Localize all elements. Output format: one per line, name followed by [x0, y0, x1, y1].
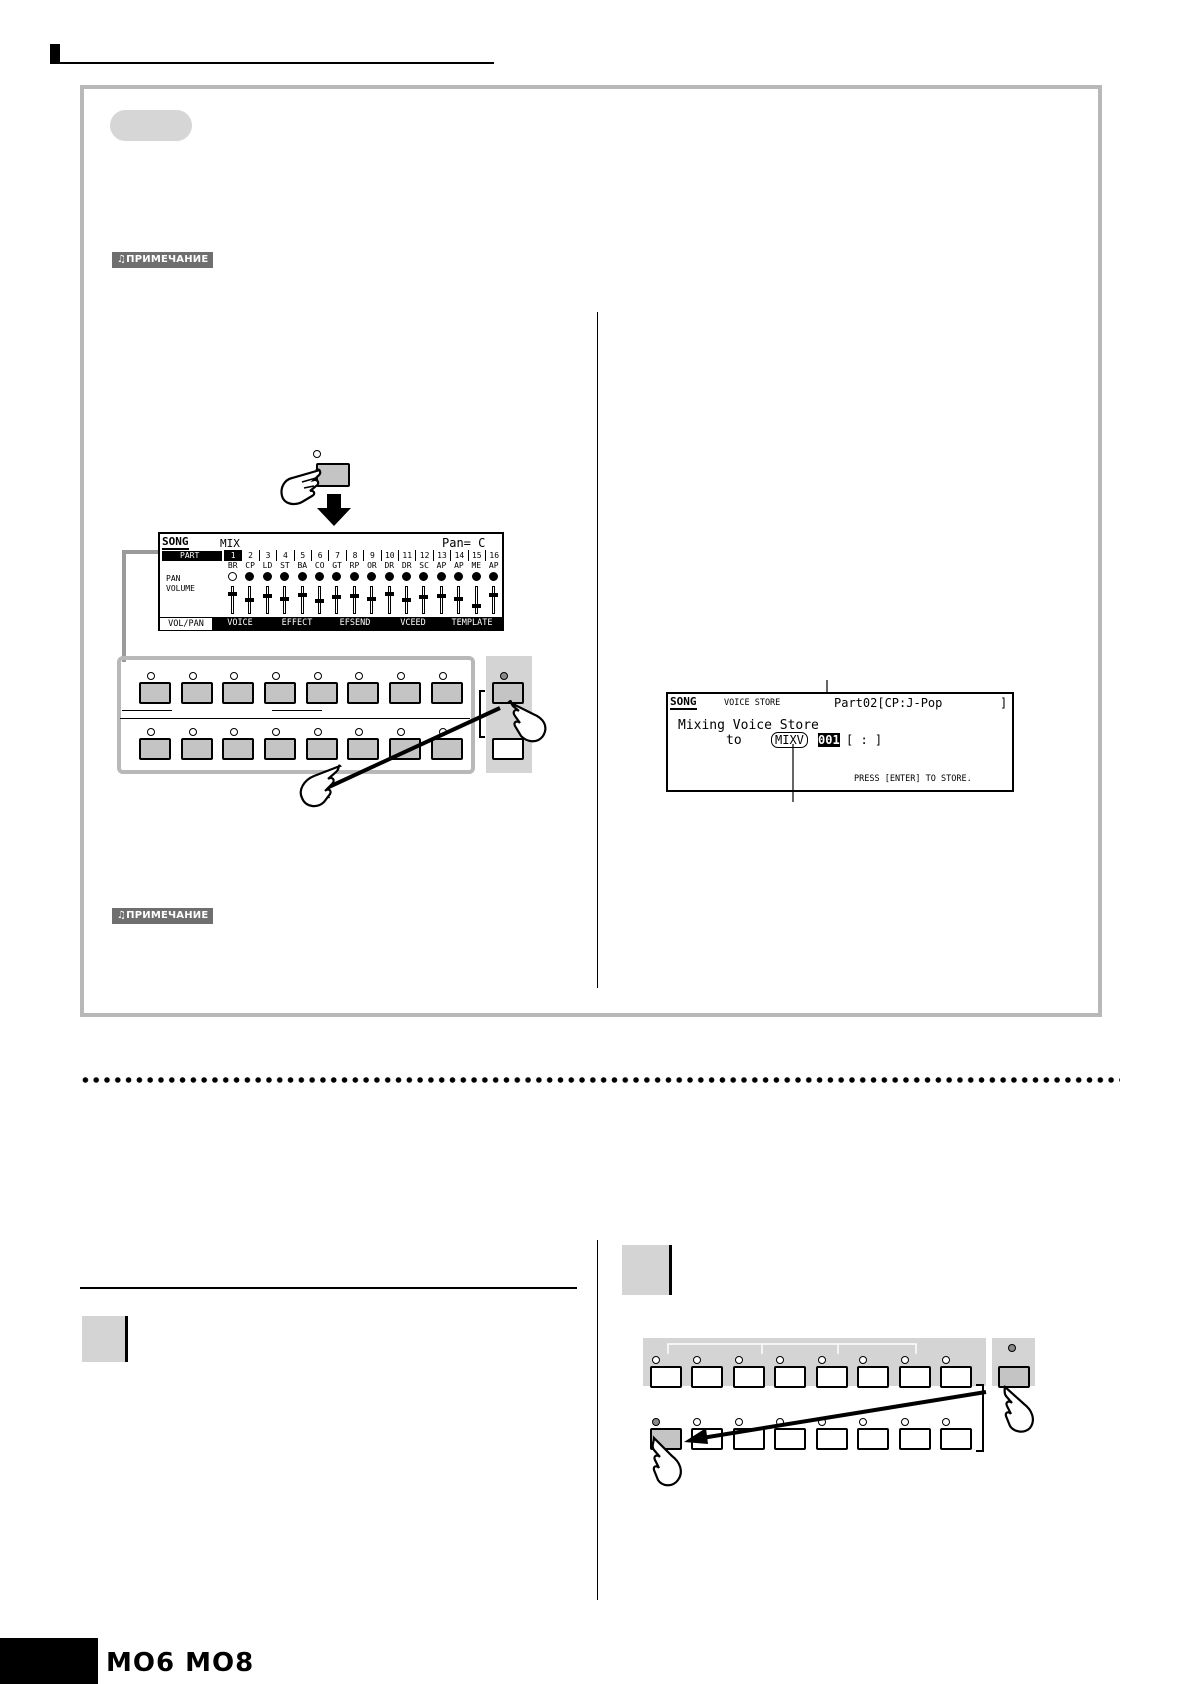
part-type: AP [488, 561, 499, 570]
store-screen-title: VOICE STORE [724, 698, 781, 708]
pan-knobs-row [224, 572, 504, 584]
number-led [189, 728, 197, 736]
number-button[interactable] [264, 682, 296, 704]
note-badge-top: ♫ПРИМЕЧАНИЕ [112, 252, 213, 268]
volume-fader [457, 586, 460, 614]
fader-cap [402, 598, 411, 602]
number-led [693, 1356, 701, 1364]
volume-fader [266, 586, 269, 614]
number-led [272, 728, 280, 736]
part-type: OR [367, 561, 377, 570]
pan-knob [298, 572, 307, 581]
pan-knob [315, 572, 324, 581]
fader-cap [472, 604, 481, 608]
store-part-info: Part02[CP:J-Pop [834, 696, 943, 710]
pan-knob [402, 572, 411, 581]
part-number: 6 [311, 550, 328, 561]
fader-cap [385, 592, 394, 596]
volume-fader [283, 586, 286, 614]
part-number: 10 [381, 550, 398, 561]
callout-line-bank [791, 744, 795, 802]
part-type: DR [384, 561, 395, 570]
bracket-tick-bottom-low [976, 1450, 984, 1452]
mix-bottom-tabs [160, 617, 502, 629]
number-led [230, 728, 238, 736]
number-led [355, 672, 363, 680]
mixing-led [313, 450, 321, 458]
dotted-separator [80, 1076, 1120, 1084]
part-number: 12 [415, 550, 432, 561]
header-marker [50, 44, 60, 64]
number-button[interactable] [816, 1366, 848, 1388]
side-led [500, 672, 508, 680]
pan-label: PAN [166, 574, 181, 583]
store-screen-tab: SONG [670, 695, 697, 708]
volume-fader [492, 586, 495, 614]
number-button[interactable] [181, 738, 213, 760]
pan-knob [367, 572, 376, 581]
pan-knob [489, 572, 498, 581]
number-button[interactable] [139, 682, 171, 704]
section-pill [110, 110, 192, 141]
store-line-2-to: to [726, 733, 742, 748]
bracket-tick-top [479, 690, 485, 692]
down-arrow-icon [316, 494, 352, 526]
part-label: PART [162, 551, 222, 561]
number-led [147, 672, 155, 680]
pan-readout: Pan= C [442, 536, 486, 550]
pan-knob [228, 572, 237, 581]
part-number: 4 [276, 550, 293, 561]
part-number: 3 [259, 550, 276, 561]
part-type: DR [401, 561, 412, 570]
part-type: CP [245, 561, 255, 570]
hand-pointer-icon [1000, 1380, 1044, 1436]
number-button[interactable] [650, 1366, 682, 1388]
fader-cap [280, 597, 289, 601]
fader-cap [419, 595, 428, 599]
volume-fader [370, 586, 373, 614]
store-name-field: [ : ] [846, 733, 883, 747]
step-box-left [82, 1316, 128, 1362]
mix-screen-title: MIX [220, 537, 240, 550]
side-led [1008, 1344, 1016, 1352]
fader-cap [263, 594, 272, 598]
pan-knob [419, 572, 428, 581]
part-number: 9 [363, 550, 380, 561]
hand-pointer-icon [290, 758, 346, 814]
number-button[interactable] [691, 1366, 723, 1388]
part-number: 14 [450, 550, 467, 561]
group-underline-1 [122, 710, 172, 711]
volume-label: VOLUME [166, 584, 195, 593]
fader-cap [315, 599, 324, 603]
volume-fader [388, 586, 391, 614]
number-button[interactable] [222, 682, 254, 704]
fader-cap [454, 597, 463, 601]
part-type: LD [262, 561, 273, 570]
part-type: ST [280, 561, 290, 570]
part-number: 7 [328, 550, 345, 561]
volume-fader [422, 586, 425, 614]
volume-fader [248, 586, 251, 614]
number-button[interactable] [733, 1366, 765, 1388]
pan-knob [385, 572, 394, 581]
number-led [230, 672, 238, 680]
part-type: AP [436, 561, 447, 570]
number-led [735, 1356, 743, 1364]
fader-cap [332, 595, 341, 599]
part-numbers-row [224, 550, 504, 561]
number-button[interactable] [264, 738, 296, 760]
number-button[interactable] [222, 738, 254, 760]
store-bracket-close: ] [1000, 696, 1008, 710]
part-number: 8 [346, 550, 363, 561]
part-type: BR [227, 561, 238, 570]
fader-cap [350, 594, 359, 598]
part-type: ME [471, 561, 482, 570]
part-number: 15 [468, 550, 485, 561]
selection-arrow-bottom [680, 1388, 1000, 1448]
part-type: RP [349, 561, 360, 570]
number-led [314, 672, 322, 680]
step-box-right [622, 1245, 672, 1295]
store-footer: PRESS [ENTER] TO STORE. [854, 774, 972, 784]
number-button[interactable] [181, 682, 213, 704]
volume-fader [301, 586, 304, 614]
mix-tab[interactable]: EFSEND [326, 617, 384, 629]
volume-fader [231, 586, 234, 614]
part-type: BA [297, 561, 308, 570]
pan-knob [437, 572, 446, 581]
number-led [818, 1356, 826, 1364]
hand-pointer-icon [503, 692, 559, 748]
volume-fader [335, 586, 338, 614]
number-led [859, 1356, 867, 1364]
store-line-1: Mixing Voice Store [678, 718, 819, 733]
volume-faders-row [224, 586, 504, 616]
number-led [942, 1356, 950, 1364]
part-type: AP [454, 561, 464, 570]
number-led [147, 728, 155, 736]
mix-lcd-screen [158, 532, 504, 631]
volume-fader [405, 586, 408, 614]
store-number-field[interactable]: 001 [818, 733, 840, 747]
hand-pointer-icon [646, 1434, 692, 1490]
number-button[interactable] [940, 1366, 972, 1388]
fader-cap [245, 598, 254, 602]
footer-logo: MO6 MO8 [106, 1648, 255, 1678]
pan-knob [472, 572, 481, 581]
number-led [272, 672, 280, 680]
fader-cap [298, 593, 307, 597]
store-bank-field[interactable]: MIXV [771, 732, 808, 748]
part-type: SC [419, 561, 429, 570]
number-led [397, 672, 405, 680]
mix-tab[interactable]: VOICE [212, 617, 268, 629]
fader-cap [437, 594, 446, 598]
mix-screen-tab: SONG [162, 535, 189, 548]
column-divider-top [597, 312, 598, 988]
number-button[interactable] [899, 1366, 931, 1388]
fader-cap [367, 597, 376, 601]
pan-knob [454, 572, 463, 581]
pan-knob [263, 572, 272, 581]
pan-knob [280, 572, 289, 581]
number-led [901, 1356, 909, 1364]
column-divider-bottom [597, 1240, 598, 1600]
volume-fader [440, 586, 443, 614]
part-types-row [224, 561, 504, 571]
mix-tab[interactable]: VOL/PAN [160, 617, 212, 630]
pan-knob [245, 572, 254, 581]
number-led [189, 672, 197, 680]
voice-store-lcd-screen [666, 692, 1014, 792]
part-number: 2 [241, 550, 258, 561]
number-button[interactable] [857, 1366, 889, 1388]
bracket-tick-bottom-top [976, 1384, 984, 1386]
subheading-rule [80, 1287, 577, 1289]
volume-fader [318, 586, 321, 614]
fader-cap [228, 592, 237, 596]
pan-knob [350, 572, 359, 581]
part-number: 5 [294, 550, 311, 561]
part-number: 11 [398, 550, 415, 561]
number-button[interactable] [774, 1366, 806, 1388]
mix-tab[interactable]: TEMPLATE [442, 617, 502, 629]
number-button[interactable] [139, 738, 171, 760]
group-brackets [666, 1342, 926, 1356]
number-led [652, 1418, 660, 1426]
mix-tab[interactable]: VCEED [384, 617, 442, 629]
part-number: 16 [485, 550, 502, 561]
number-led [652, 1356, 660, 1364]
part-number: 13 [433, 550, 450, 561]
part-number: 1 [224, 550, 241, 561]
pan-knob [332, 572, 341, 581]
number-led [439, 672, 447, 680]
mix-tab[interactable]: EFFECT [268, 617, 326, 629]
fader-cap [489, 593, 498, 597]
volume-fader [353, 586, 356, 614]
part-type: GT [332, 561, 342, 570]
part-type: CO [314, 561, 325, 570]
number-led [776, 1356, 784, 1364]
volume-fader [475, 586, 478, 614]
page-number-block [0, 1638, 98, 1684]
header-rule [50, 62, 494, 64]
note-badge-bottom: ♫ПРИМЕЧАНИЕ [112, 908, 213, 924]
